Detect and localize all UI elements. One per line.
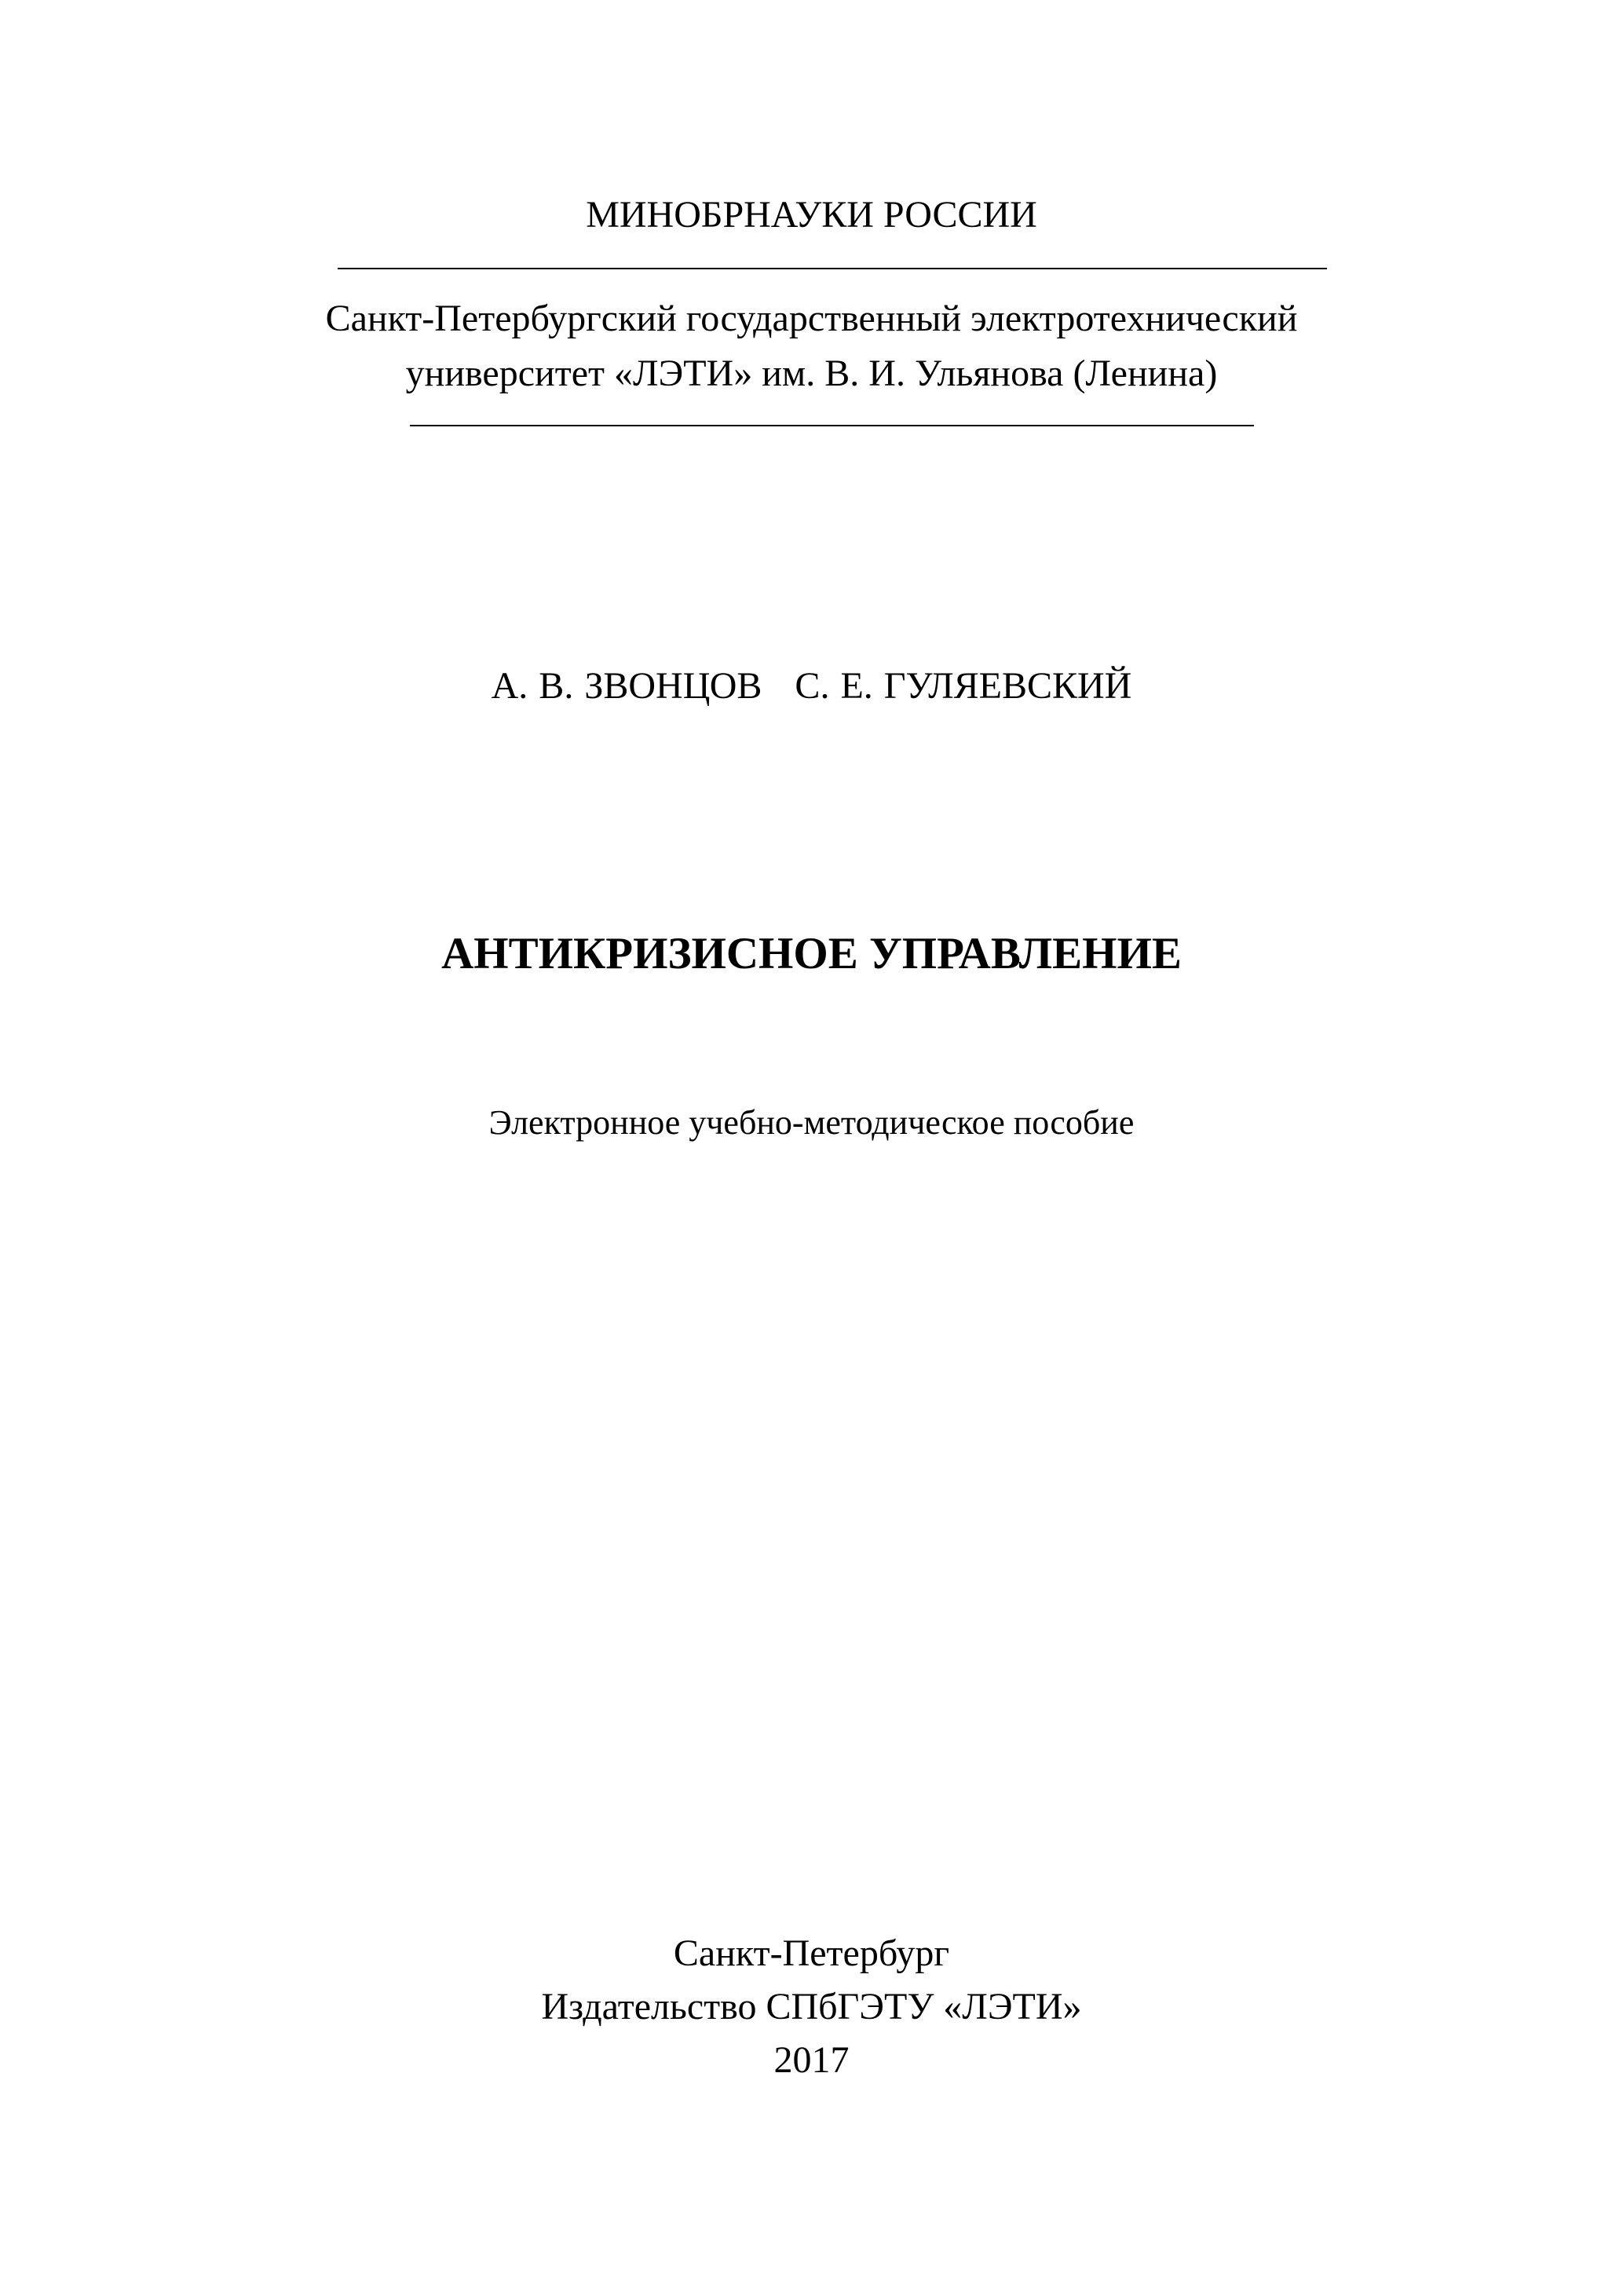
- university-name-line-2: университет «ЛЭТИ» им. В. И. Ульянова (Ленина): [405, 353, 1218, 394]
- book-subtitle: Электронное учебно-методическое пособие: [488, 1103, 1135, 1142]
- book-title: АНТИКРИЗИСНОЕ УПРАВЛЕНИЕ: [441, 929, 1182, 978]
- imprint-city: Санкт-Петербург: [673, 1932, 950, 1974]
- university-name-line-1: Санкт-Петербургский государственный электротехнический: [325, 298, 1298, 339]
- ministry-name: МИНОБРНАУКИ РОССИИ: [586, 194, 1037, 236]
- imprint-publisher: Издательство СПбГЭТУ «ЛЭТИ»: [541, 1986, 1082, 2027]
- divider-top: [338, 268, 1327, 269]
- imprint-year: 2017: [773, 2039, 850, 2081]
- authors: А. В. ЗВОНЦОВ С. Е. ГУЛЯЕВСКИЙ: [491, 665, 1132, 707]
- divider-bottom: [410, 425, 1254, 426]
